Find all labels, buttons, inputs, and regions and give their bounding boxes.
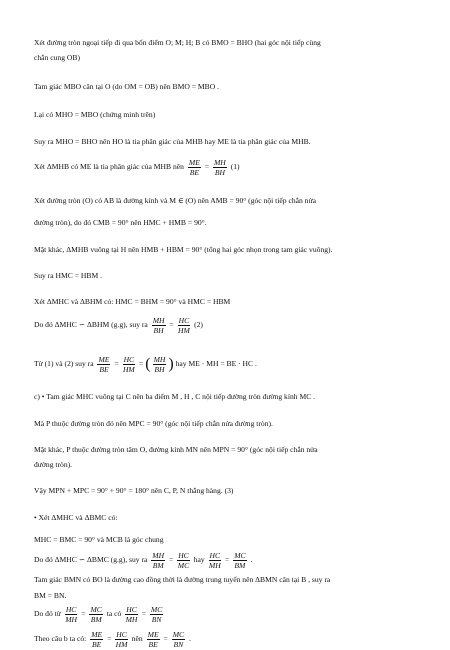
text-segment: nên — [131, 634, 143, 643]
equals-sign: = — [107, 634, 112, 643]
text-line: Mặt khác, ΔMHB vuông tại H nên HMB + HBM = 90° (tổng hai góc nhọn trong tam giác vuông). — [34, 245, 333, 254]
equals-sign: = — [81, 609, 86, 618]
text-segment: hay ME · MH = BE · HC . — [175, 359, 257, 368]
text-line: đường tròn), do đó CMB = 90° nên HMC + HMB = 90°. — [34, 218, 207, 227]
text-line: Xét đường tròn (O) có AB là đường kính và M ∈ (O) nên AMB = 90° (góc nội tiếp chắn nửa — [34, 196, 316, 205]
text-segment: Do đó ΔMHC ∽ ΔBMC (g.g), suy ra — [34, 555, 148, 564]
equals-sign: = — [169, 320, 174, 329]
text-line: Vậy MPN + MPC = 90° + 90° = 180° nên C, P, N thẳng hàng. (3) — [34, 486, 234, 495]
text-line: Tam giác BMN có BO là đường cao đồng thời là đường trung tuyến nên ΔBMN cân tại B , suy ra — [34, 575, 331, 584]
fraction: $\frac{MC}{BN}$ — [150, 604, 163, 624]
fraction: $\frac{MC}{BM}$ — [90, 604, 102, 624]
text-segment: Theo câu b ta có: — [34, 634, 87, 643]
fraction: $\frac{HC}{MH}$ — [125, 604, 138, 624]
text-line: Mà P thuộc đường tròn đó nên MPC = 90° (góc nội tiếp chắn nửa đường tròn). — [34, 419, 273, 428]
text-line: đường tròn). — [34, 460, 73, 469]
fraction: $\frac{ME}{BE}$ — [91, 629, 103, 649]
fraction: $\frac{ME}{BE}$ — [147, 629, 159, 649]
text-line: Xét ΔMHC và ΔBHM có: HMC = BHM = 90° và HMC = HBM — [34, 297, 231, 306]
text-segment: Từ (1) và (2) suy ra — [34, 359, 94, 368]
equals-sign: = — [139, 359, 144, 368]
text-line: Suy ra HMC = HBM . — [34, 271, 102, 280]
text-line: BM = BN. — [34, 591, 67, 600]
equals-sign: = — [141, 609, 146, 618]
period: . — [189, 634, 191, 643]
fraction: $\frac{HC}{HM}$ — [122, 354, 135, 374]
fraction: $\frac{MH}{BH}$ — [153, 354, 166, 374]
equals-sign: = — [204, 162, 210, 171]
equation-line-3 — [34, 353, 257, 375]
fraction: $\frac{HC}{HM}$ — [115, 629, 128, 649]
fraction: $\frac{ME}{BE}$ — [98, 354, 110, 374]
equation-line-5 — [34, 603, 165, 625]
text-line: • Xét ΔMHC và ΔBMC có: — [34, 513, 118, 522]
fraction: $\frac{MC}{BN}$ — [172, 629, 185, 649]
equation-line-2 — [34, 314, 203, 336]
text-line: Lại có MHO = MBO (chứng minh trên) — [34, 110, 156, 119]
fraction: $\frac{MH}{BM}$ — [152, 550, 165, 570]
text-segment: hay — [193, 555, 205, 564]
fraction: $\frac{MH}{BH}$ — [152, 315, 165, 335]
text-segment: ta có — [106, 609, 122, 618]
fraction: $\frac{HC}{HM}$ — [178, 315, 190, 335]
period: . — [250, 555, 253, 564]
text-line: Suy ra MHO = BHO nên HO là tia phân giác của MHB hay ME là tia phân giác của MHB. — [34, 137, 311, 146]
text-line: c) • Tam giác MHC vuông tại C nên ba điểm M , H , C nội tiếp đường tròn đường kính MC . — [34, 392, 316, 401]
equation-number: (2) — [194, 320, 203, 329]
text-line: Mặt khác, P thuộc đường tròn tâm O, đường kính MN nên MPN = 90° (góc nội tiếp chắn nửa — [34, 445, 318, 454]
text-line: chắn cung OB) — [34, 53, 80, 62]
text-line: Tam giác MBO cân tại O (do OM = OB) nên BMO = MBO . — [34, 82, 219, 91]
text-segment: Do đó ΔMHC ∽ ΔBHM (g.g), suy ra — [34, 320, 148, 329]
fraction: $\frac{HC}{MH}$ — [65, 604, 77, 624]
equals-sign: = — [225, 555, 230, 564]
equation-line-1 — [34, 156, 240, 178]
equation-number: (1) — [230, 162, 240, 171]
fraction: $\frac{HC}{MH}$ — [208, 550, 221, 570]
fraction: $\frac{MC}{BM}$ — [234, 550, 246, 570]
equals-sign: = — [163, 634, 168, 643]
equals-sign: = — [169, 555, 174, 564]
equals-sign: = — [114, 359, 119, 368]
fraction: $\frac{MH}{BH}$ — [213, 157, 226, 177]
right-paren: ) — [168, 355, 174, 373]
equation-line-4 — [34, 549, 252, 571]
text-line: Xét đường tròn ngoại tiếp đi qua bốn điểm O; M; H; B có BMO = BHO (hai góc nội tiếp cùng — [34, 38, 321, 47]
text-line: MHC = BMC = 90° và MCB là góc chung — [34, 535, 164, 544]
text-segment: Xét ΔMHB có ME là tia phân giác của MHB nên — [34, 162, 184, 171]
text-segment: Do đó từ — [34, 609, 61, 618]
left-paren: ( — [145, 355, 151, 373]
fraction: $\frac{HC}{MC}$ — [177, 550, 190, 570]
fraction: $\frac{ME}{BE}$ — [188, 157, 200, 177]
equation-line-6 — [34, 628, 191, 650]
